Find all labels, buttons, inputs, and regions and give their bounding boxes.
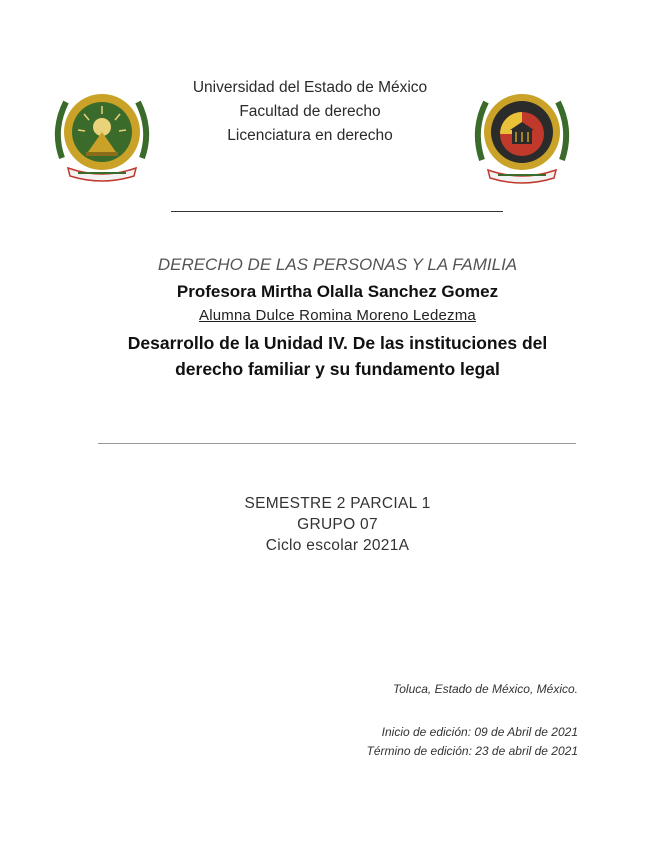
section-divider — [98, 443, 576, 444]
uaemex-seal-icon — [48, 80, 156, 188]
faculty-seal-icon — [468, 80, 576, 188]
header-divider — [171, 211, 503, 212]
teacher-name: Profesora Mirtha Olalla Sanchez Gomez — [176, 282, 499, 301]
course-title: DERECHO DE LAS PERSONAS Y LA FAMILIA — [157, 255, 518, 274]
edition-dates — [367, 723, 578, 761]
semester-block — [0, 493, 655, 556]
group-line: GRUPO 07 — [297, 516, 378, 533]
student-name: Alumna Dulce Romina Moreno Ledezma — [199, 307, 476, 324]
edition-end: Término de edición: 23 de abril de 2021 — [366, 744, 578, 758]
degree-name: Licenciatura en derecho — [227, 127, 393, 144]
semester-line: SEMESTRE 2 PARCIAL 1 — [244, 495, 431, 512]
edition-start: Inicio de edición: 09 de Abril de 2021 — [381, 725, 578, 739]
assignment-topic: Desarrollo de la Unidad IV. De las instituciones del derecho familiar y su fundamento legal — [127, 333, 548, 379]
faculty-name: Facultad de derecho — [239, 103, 381, 120]
institution-header — [150, 76, 470, 148]
school-cycle-line: Ciclo escolar 2021A — [265, 537, 410, 554]
university-name: Universidad del Estado de México — [192, 79, 428, 96]
location: Toluca, Estado de México, México. — [393, 682, 578, 696]
